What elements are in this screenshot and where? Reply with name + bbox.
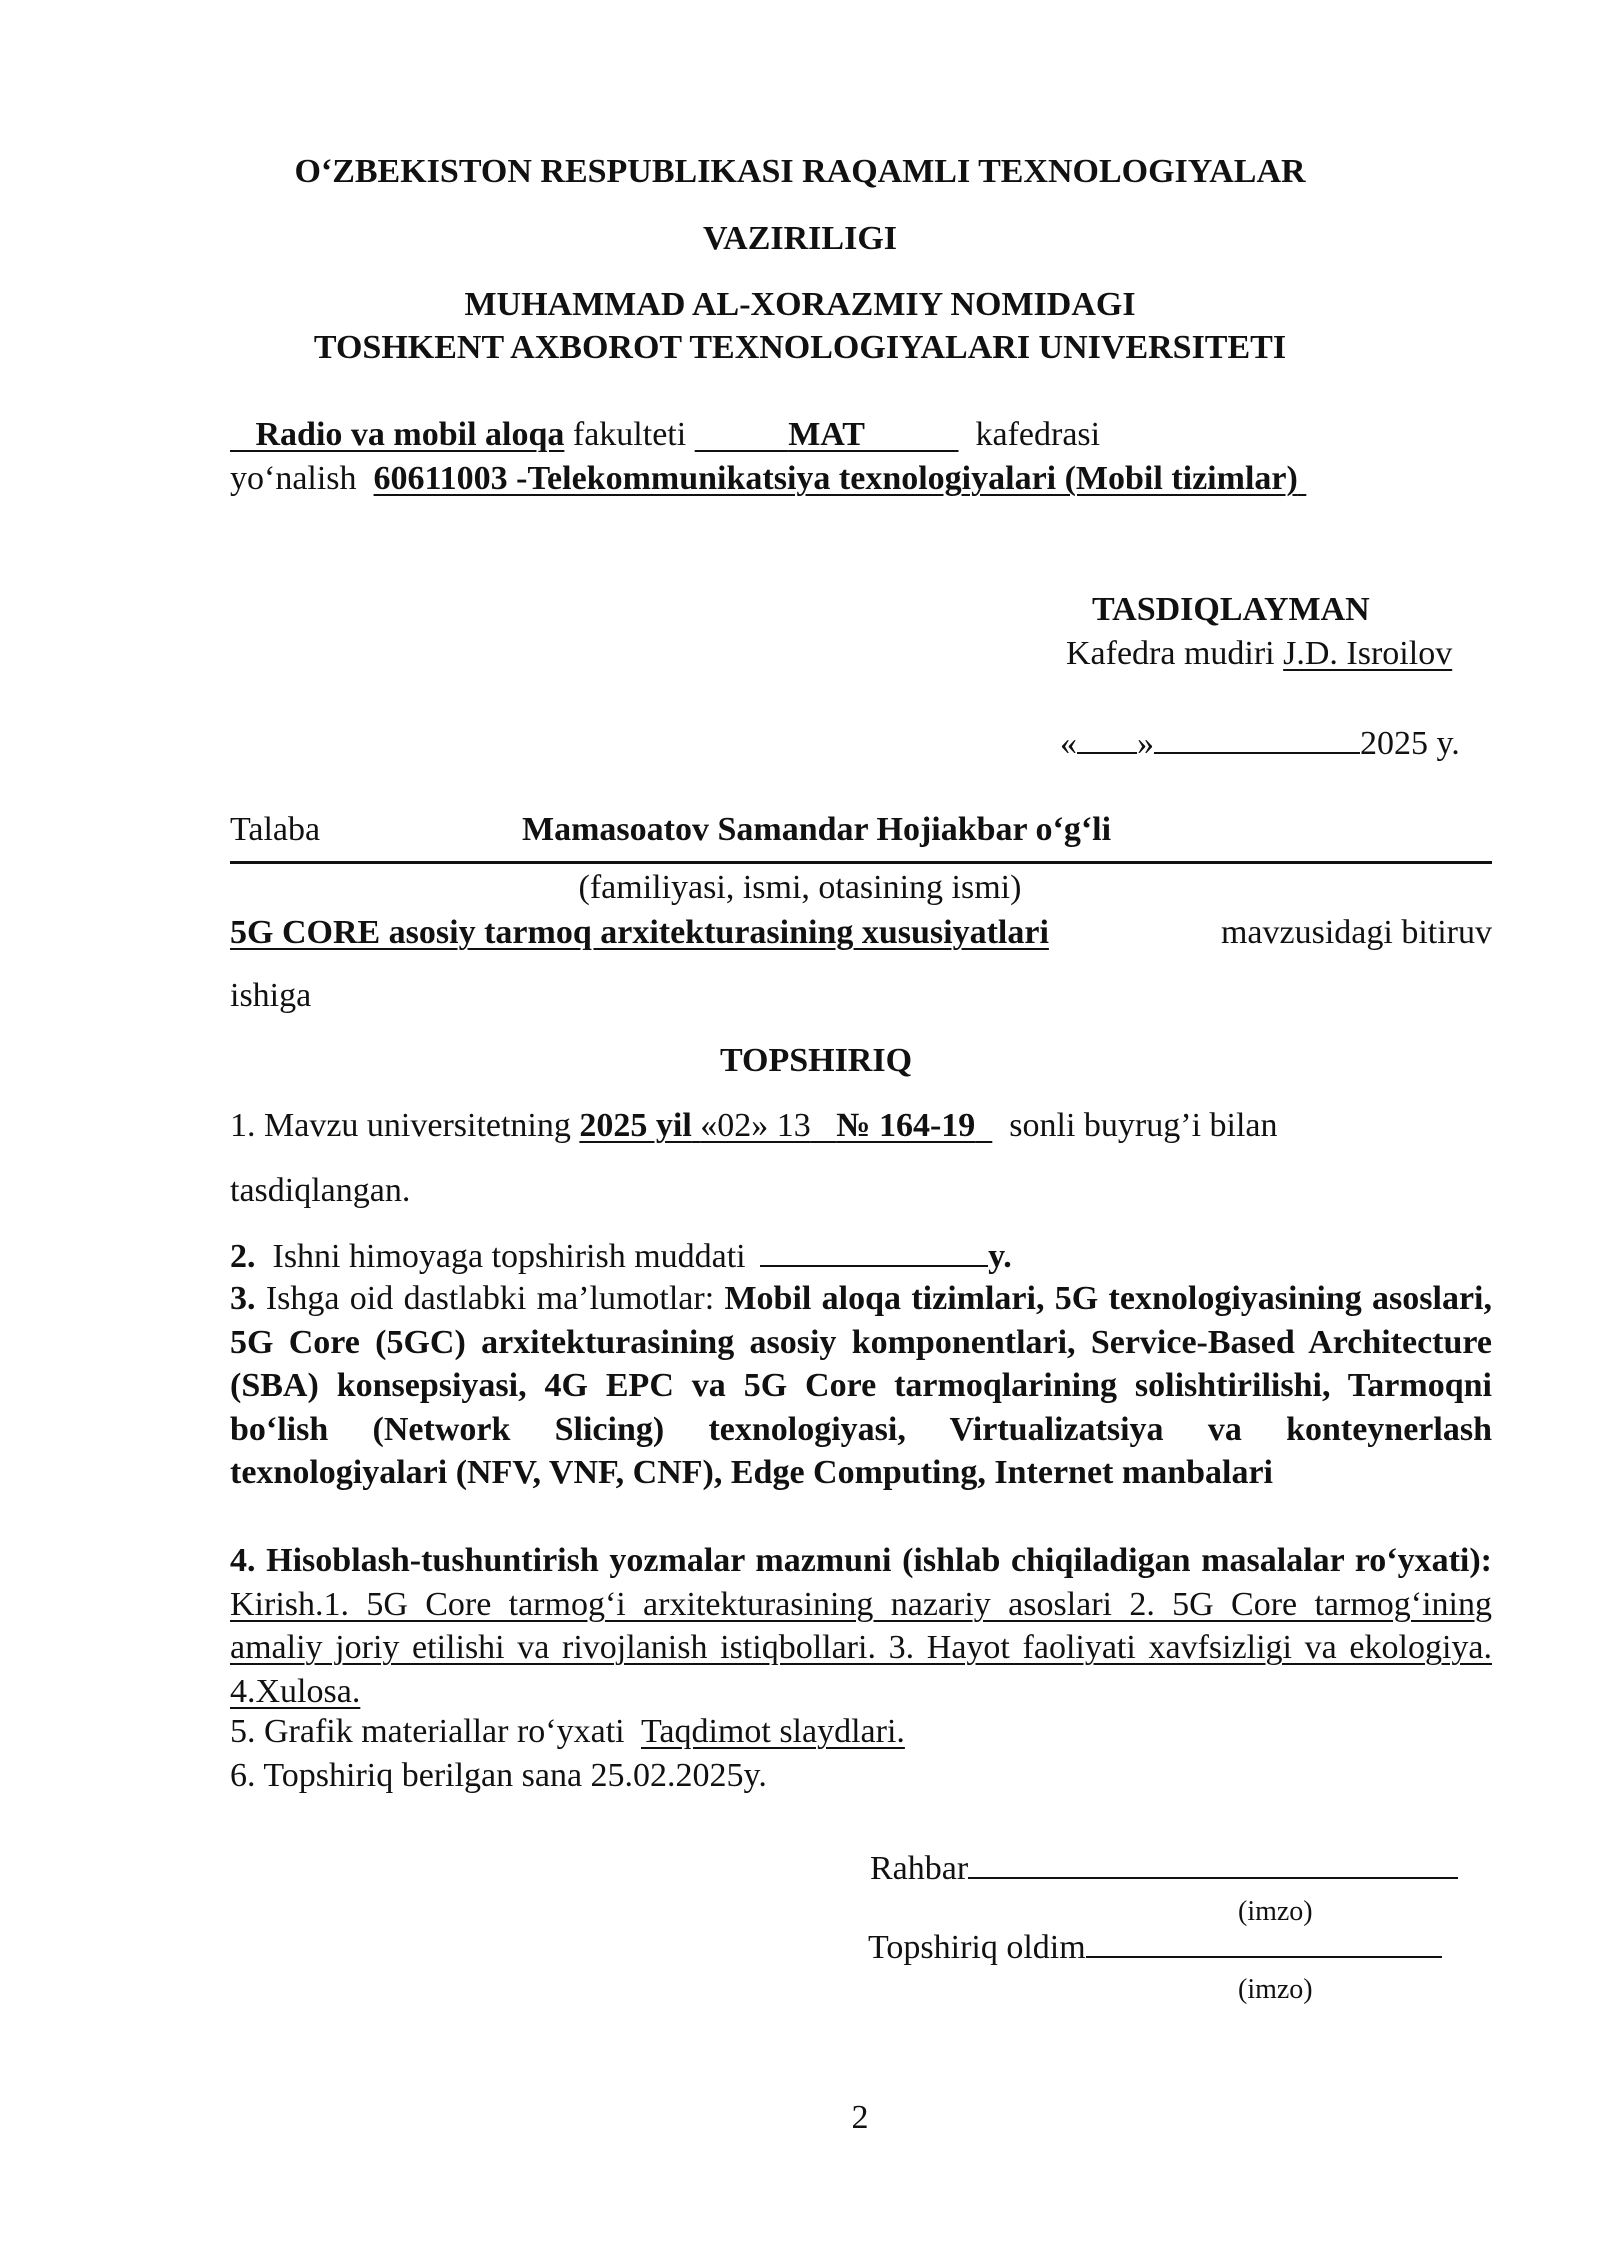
university-line-2: TOSHKENT AXBOROT TEXNOLOGIYALARI UNIVERSITETI xyxy=(313,329,1287,366)
item4-text: Kirish.1. 5G Core tarmog‘i arxitekturasining nazariy asoslari 2. 5G Core tarmog‘ining amaliy joriy etilishi va rivojlanish istiqbollari. 3. Hayot faoliyati xavfsizligi va ekologiya. 4.Xulosa. xyxy=(230,1585,1492,1710)
item5-label: 5. Grafik materiallar ro‘yxati xyxy=(230,1713,625,1750)
received-label: Topshiriq oldim xyxy=(868,1929,1086,1966)
supervisor-label: Rahbar xyxy=(870,1850,969,1887)
supervisor-sign-line xyxy=(968,1847,1458,1879)
direction-value: 60611003 -Telekommunikatsiya texnologiyalari (Mobil tizimlar) xyxy=(373,460,1298,497)
received-signature xyxy=(868,1926,1442,1968)
department-word: kafedrasi xyxy=(975,416,1101,453)
task-item-1-line-2: tasdiqlangan. xyxy=(230,1172,411,1209)
order-number: № 164-19 xyxy=(836,1107,976,1144)
ministry-line-2: VAZIRILIGI xyxy=(702,220,897,257)
item1-prefix: 1. Mavzu universitetning xyxy=(230,1107,571,1144)
date-open-quote: « xyxy=(1060,725,1077,762)
month-blank xyxy=(1154,722,1360,754)
item2-text: Ishni himoyaga topshirish muddati xyxy=(272,1238,746,1275)
day-blank xyxy=(1077,722,1137,754)
item5-value: Taqdimot slaydlari. xyxy=(641,1713,905,1750)
item3-number: 3. xyxy=(230,1280,256,1317)
direction-label: yo‘nalish xyxy=(230,460,357,497)
faculty-line xyxy=(230,415,1100,455)
task-item-1 xyxy=(230,1106,1278,1146)
item2-suffix: y. xyxy=(988,1238,1012,1275)
student-name: Mamasoatov Samandar Hojiakbar o‘g‘li xyxy=(522,811,1112,848)
ministry-line-1: O‘ZBEKISTON RESPUBLIKASI RAQAMLI TEXNOLOGIYALAR xyxy=(294,153,1306,190)
head-label: Kafedra mudiri xyxy=(1066,635,1275,672)
approval-date xyxy=(1060,722,1460,764)
task-item-5 xyxy=(230,1712,905,1752)
faculty-name: Radio va mobil aloqa xyxy=(255,416,565,453)
student-label: Talaba xyxy=(230,811,321,848)
student-name-rule xyxy=(230,861,1492,864)
item3-label: Ishga oid dastlabki ma’lumotlar: xyxy=(265,1280,715,1317)
approval-title: TASDIQLAYMAN xyxy=(1092,591,1370,628)
item4-label: 4. Hisoblash-tushuntirish yozmalar mazmuni (ishlab chiqiladigan masalalar ro‘yxati): xyxy=(230,1542,1492,1579)
order-date: «02» 13 xyxy=(700,1107,811,1144)
university-line-1: MUHAMMAD AL-XORAZMIY NOMIDAGI xyxy=(464,286,1136,323)
task-item-4 xyxy=(230,1539,1492,1713)
approval-year: 2025 y. xyxy=(1360,725,1460,762)
department-name: MAT xyxy=(788,416,865,453)
page-number: 2 xyxy=(851,2099,869,2136)
deadline-blank xyxy=(760,1235,988,1267)
task-item-6: 6. Topshiriq berilgan sana 25.02.2025y. xyxy=(230,1757,767,1794)
topic-line xyxy=(230,913,1492,953)
supervisor-sign-caption: (imzo) xyxy=(1238,1896,1313,1927)
topic-suffix: mavzusidagi bitiruv xyxy=(1220,914,1492,951)
direction-line xyxy=(230,459,1306,499)
date-close-quote: » xyxy=(1137,725,1154,762)
approval-head xyxy=(1066,634,1452,674)
thesis-topic: 5G CORE asosiy tarmoq arxitekturasining xususiyatlari xyxy=(230,914,1049,951)
received-sign-caption: (imzo) xyxy=(1238,1974,1313,2005)
task-title: TOPSHIRIQ xyxy=(719,1042,913,1079)
item1-suffix: sonli buyrug’i bilan xyxy=(1009,1107,1278,1144)
topic-suffix-2: ishiga xyxy=(230,977,312,1014)
task-item-3 xyxy=(230,1277,1492,1495)
head-name: J.D. Isroilov xyxy=(1283,635,1453,672)
faculty-word: fakulteti xyxy=(572,416,687,453)
item2-number: 2. xyxy=(230,1238,256,1275)
supervisor-signature xyxy=(870,1847,1458,1889)
student-name-caption: (familiyasi, ismi, otasining ismi) xyxy=(578,869,1022,906)
item3-text: Mobil aloqa tizimlari, 5G texnologiyasining asoslari, 5G Core (5GC) arxitekturasining asosiy komponentlari, Service-Based Architecture (SBA) konsepsiyasi, 4G EPC va 5G Core tarmoqlarining solishtirilishi, Tarmoqni bo‘lish (Network Slicing) texnologiyasi, Virtualizatsiya va konteynerlash texnologiyalari (NFV, VNF, CNF), Edge Computing, Internet manbalari xyxy=(230,1280,1492,1491)
task-item-2 xyxy=(230,1235,1012,1277)
order-year: 2025 yil xyxy=(579,1107,692,1144)
received-sign-line xyxy=(1086,1926,1442,1958)
